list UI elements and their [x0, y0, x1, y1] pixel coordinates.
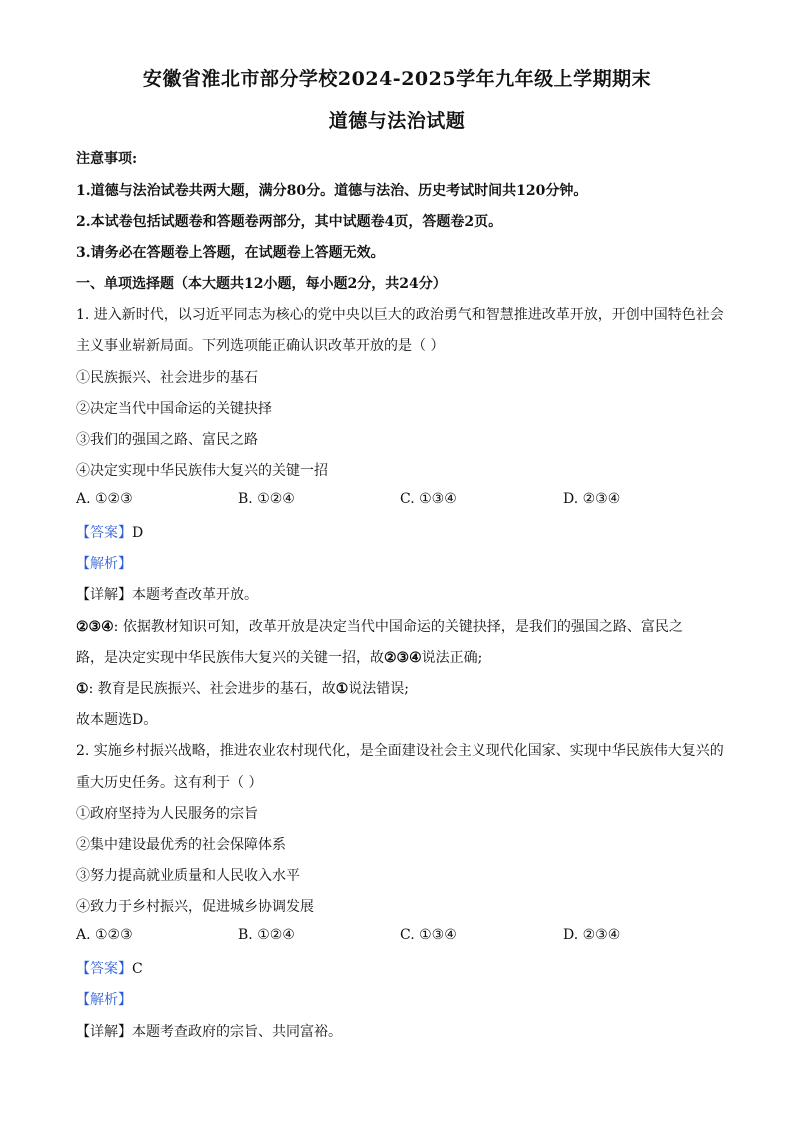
explanation-number: ① — [76, 681, 89, 697]
option-c: C. ①③④ — [400, 927, 457, 943]
answer-line — [76, 958, 736, 978]
option-b: B. ①②④ — [238, 491, 295, 507]
detail-line — [76, 584, 736, 604]
answer-value: C — [132, 961, 143, 977]
detail-text: 本题考查改革开放。 — [132, 587, 258, 603]
statement-item: ④致力于乡村振兴，促进城乡协调发展 — [76, 899, 314, 915]
detail-tag: 【详解】 — [76, 587, 132, 603]
option-b: B. ①②④ — [238, 927, 295, 943]
explanation-text: 说法错误; — [348, 681, 410, 697]
question-stem: 重大历史任务。这有利于（ ） — [76, 775, 263, 791]
section-heading: 一、单项选择题（本大题共12小题，每小题2分，共24分） — [76, 276, 447, 292]
statement-item: ②决定当代中国命运的关键抉择 — [76, 401, 272, 417]
answer-tag: 【答案】 — [76, 525, 132, 541]
notice-item: 2.本试卷包括试题卷和答题卷两部分，其中试题卷4页，答题卷2页。 — [76, 214, 503, 230]
explanation-line — [76, 647, 736, 667]
option-a: A. ①②③ — [76, 927, 133, 943]
page-title: 安徽省淮北市部分学校2024-2025学年九年级上学期期末 — [142, 68, 652, 90]
statement-item: ④决定实现中华民族伟大复兴的关键一招 — [76, 463, 328, 479]
question-stem: 2. 实施乡村振兴战略，推进农业农村现代化，是全面建设社会主义现代化国家、实现中华民族伟大复兴的 — [76, 743, 724, 759]
answer-tag: 【答案】 — [76, 961, 132, 977]
statement-item: ③努力提高就业质量和人民收入水平 — [76, 868, 300, 884]
statement-item: ①民族振兴、社会进步的基石 — [76, 370, 258, 386]
explanation-text: 说法正确; — [421, 650, 483, 666]
option-d: D. ②③④ — [563, 491, 621, 507]
explanation-line — [76, 616, 736, 636]
explanation-line — [76, 678, 736, 698]
detail-text: 本题考查政府的宗旨、共同富裕。 — [132, 1024, 342, 1040]
notice-item: 3.请务必在答题卷上答题，在试题卷上答题无效。 — [76, 245, 385, 261]
option-d: D. ②③④ — [563, 927, 621, 943]
answer-value: D — [132, 525, 144, 541]
explanation-number: ① — [335, 681, 349, 697]
notice-item: 1.道德与法治试卷共两大题，满分80分。道德与法治、历史考试时间共120分钟。 — [76, 183, 588, 199]
answer-line — [76, 522, 736, 542]
detail-tag: 【详解】 — [76, 1024, 132, 1040]
option-a: A. ①②③ — [76, 491, 133, 507]
statement-item: ②集中建设最优秀的社会保障体系 — [76, 837, 286, 853]
explanation-number: ②③④ — [76, 619, 114, 635]
explanation-text: : 教育是民族振兴、社会进步的基石，故 — [88, 681, 336, 697]
statement-item: ①政府坚持为人民服务的宗旨 — [76, 806, 258, 822]
analysis-tag: 【解析】 — [76, 556, 132, 572]
notice-heading: 注意事项: — [76, 151, 138, 167]
explanation-number: ②③④ — [384, 650, 422, 666]
option-c: C. ①③④ — [400, 491, 457, 507]
conclusion-line: 故本题选D。 — [76, 712, 158, 728]
analysis-tag: 【解析】 — [76, 992, 132, 1008]
detail-line — [76, 1021, 736, 1041]
question-stem: 1. 进入新时代，以习近平同志为核心的党中央以巨大的政治勇气和智慧推进改革开放，开创中国特色社会 — [76, 307, 724, 323]
statement-item: ③我们的强国之路、富民之路 — [76, 432, 258, 448]
explanation-text: 路，是决定实现中华民族伟大复兴的关键一招，故 — [76, 650, 384, 666]
page-subtitle: 道德与法治试题 — [328, 110, 466, 132]
question-stem: 主义事业崭新局面。下列选项能正确认识改革开放的是（ ） — [76, 338, 445, 354]
explanation-text: : 依据教材知识可知，改革开放是决定当代中国命运的关键抉择，是我们的强国之路、富民之 — [113, 619, 683, 635]
